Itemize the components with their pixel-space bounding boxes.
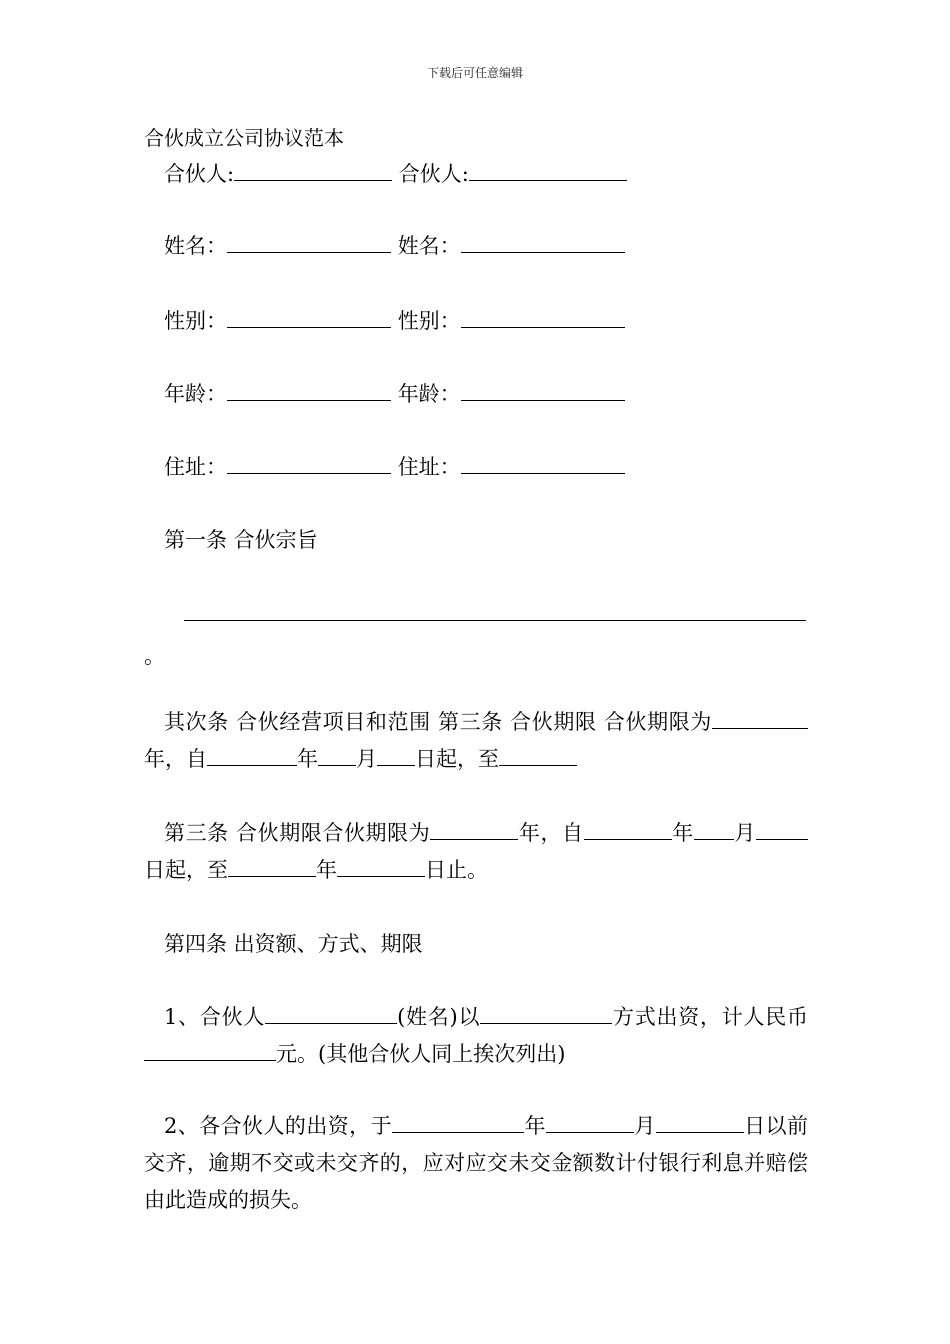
article3-text-g: 日止。 bbox=[425, 858, 488, 882]
article4-item2-text-b: 年 bbox=[524, 1114, 546, 1138]
document-title: 合伙成立公司协议范本 bbox=[144, 126, 344, 150]
article4-item2 bbox=[144, 1108, 808, 1219]
article2-blank-start-month bbox=[318, 743, 356, 766]
article4-item1-blank-amount bbox=[144, 1038, 276, 1061]
article4-item1-text-c: 方式出资，计人民币 bbox=[612, 1005, 808, 1029]
article3-text-d: 月 bbox=[733, 821, 757, 845]
article3-blank-years bbox=[430, 817, 518, 840]
partner-label-1: 合伙人: bbox=[164, 162, 235, 186]
article2-text-d: 月 bbox=[356, 747, 377, 771]
name-label-1: 姓名： bbox=[164, 234, 227, 258]
article4-item2-blank-month bbox=[546, 1110, 634, 1133]
name-blank-1 bbox=[227, 230, 391, 253]
partner-label-2: 合伙人: bbox=[398, 162, 469, 186]
article2-blank-years bbox=[712, 706, 808, 729]
age-row bbox=[164, 378, 625, 409]
age-blank-1 bbox=[227, 378, 391, 401]
article1-end-mark: 。 bbox=[144, 644, 165, 668]
article3-blank-end-day bbox=[337, 854, 425, 877]
address-label-1: 住址： bbox=[164, 455, 227, 479]
article4-item2-blank-day bbox=[656, 1110, 744, 1133]
age-label-1: 年龄： bbox=[164, 382, 227, 406]
article3-text-b: 年，自 bbox=[518, 821, 584, 845]
name-blank-2 bbox=[461, 230, 625, 253]
article4-item1-text-a: 1、合伙人 bbox=[164, 1005, 266, 1029]
article4-item2-blank-year bbox=[392, 1110, 524, 1133]
article3-text-f: 年 bbox=[316, 858, 337, 882]
article4-item1-blank-name bbox=[265, 1001, 397, 1024]
article1-blank-line bbox=[184, 620, 806, 621]
address-blank-2 bbox=[461, 451, 625, 474]
partner-blank-1 bbox=[234, 158, 392, 181]
article3-text-e: 日起，至 bbox=[144, 858, 228, 882]
age-label-2: 年龄： bbox=[397, 382, 461, 406]
article4-item2-text-a: 2、各合伙人的出资，于 bbox=[164, 1114, 393, 1138]
article1-heading: 第一条 合伙宗旨 bbox=[164, 528, 318, 552]
partner-row bbox=[164, 158, 627, 189]
article3-blank-start-month bbox=[694, 817, 734, 840]
gender-row bbox=[164, 305, 625, 336]
address-blank-1 bbox=[227, 451, 391, 474]
article2-blank-start-year bbox=[207, 743, 297, 766]
age-blank-2 bbox=[461, 378, 625, 401]
address-row bbox=[164, 451, 625, 482]
article4-item1-text-b: (姓名)以 bbox=[397, 1005, 481, 1029]
article4-heading: 第四条 出资额、方式、期限 bbox=[164, 932, 423, 956]
article3-text-a: 第三条 合伙期限合伙期限为 bbox=[164, 821, 431, 845]
article2-text-a: 其次条 合伙经营项目和范围 第三条 合伙期限 合伙期限为 bbox=[164, 710, 712, 734]
article3-paragraph bbox=[144, 815, 808, 889]
article3-blank-end-year bbox=[228, 854, 316, 877]
gender-blank-1 bbox=[227, 305, 391, 328]
partner-blank-2 bbox=[469, 158, 627, 181]
article3-blank-start-year bbox=[584, 817, 672, 840]
article3-blank-start-day bbox=[756, 817, 808, 840]
article4-item1 bbox=[144, 999, 808, 1073]
article2-text-e: 日起，至 bbox=[415, 747, 499, 771]
article4-item2-text-d: 日以前交齐，逾期不交或未交齐的，应对应交未交金额数计付银行利息并赔偿由此造成的损失。 bbox=[144, 1114, 809, 1212]
article2-paragraph bbox=[144, 704, 808, 778]
gender-blank-2 bbox=[461, 305, 625, 328]
article2-blank-start-day bbox=[377, 743, 415, 766]
address-label-2: 住址： bbox=[397, 455, 461, 479]
gender-label-1: 性别： bbox=[164, 309, 227, 333]
article4-item1-blank-method bbox=[480, 1001, 612, 1024]
gender-label-2: 性别： bbox=[397, 309, 461, 333]
page-header-note: 下载后可任意编辑 bbox=[426, 66, 523, 80]
article2-text-b: 年，自 bbox=[144, 747, 207, 771]
article4-item2-text-c: 月 bbox=[633, 1114, 656, 1138]
article4-item1-text-d: 元。(其他合伙人同上挨次列出) bbox=[276, 1042, 566, 1066]
name-row bbox=[164, 230, 625, 261]
article3-text-c: 年 bbox=[671, 821, 694, 845]
article2-blank-end bbox=[499, 743, 577, 766]
article2-text-c: 年 bbox=[297, 747, 318, 771]
name-label-2: 姓名： bbox=[397, 234, 461, 258]
